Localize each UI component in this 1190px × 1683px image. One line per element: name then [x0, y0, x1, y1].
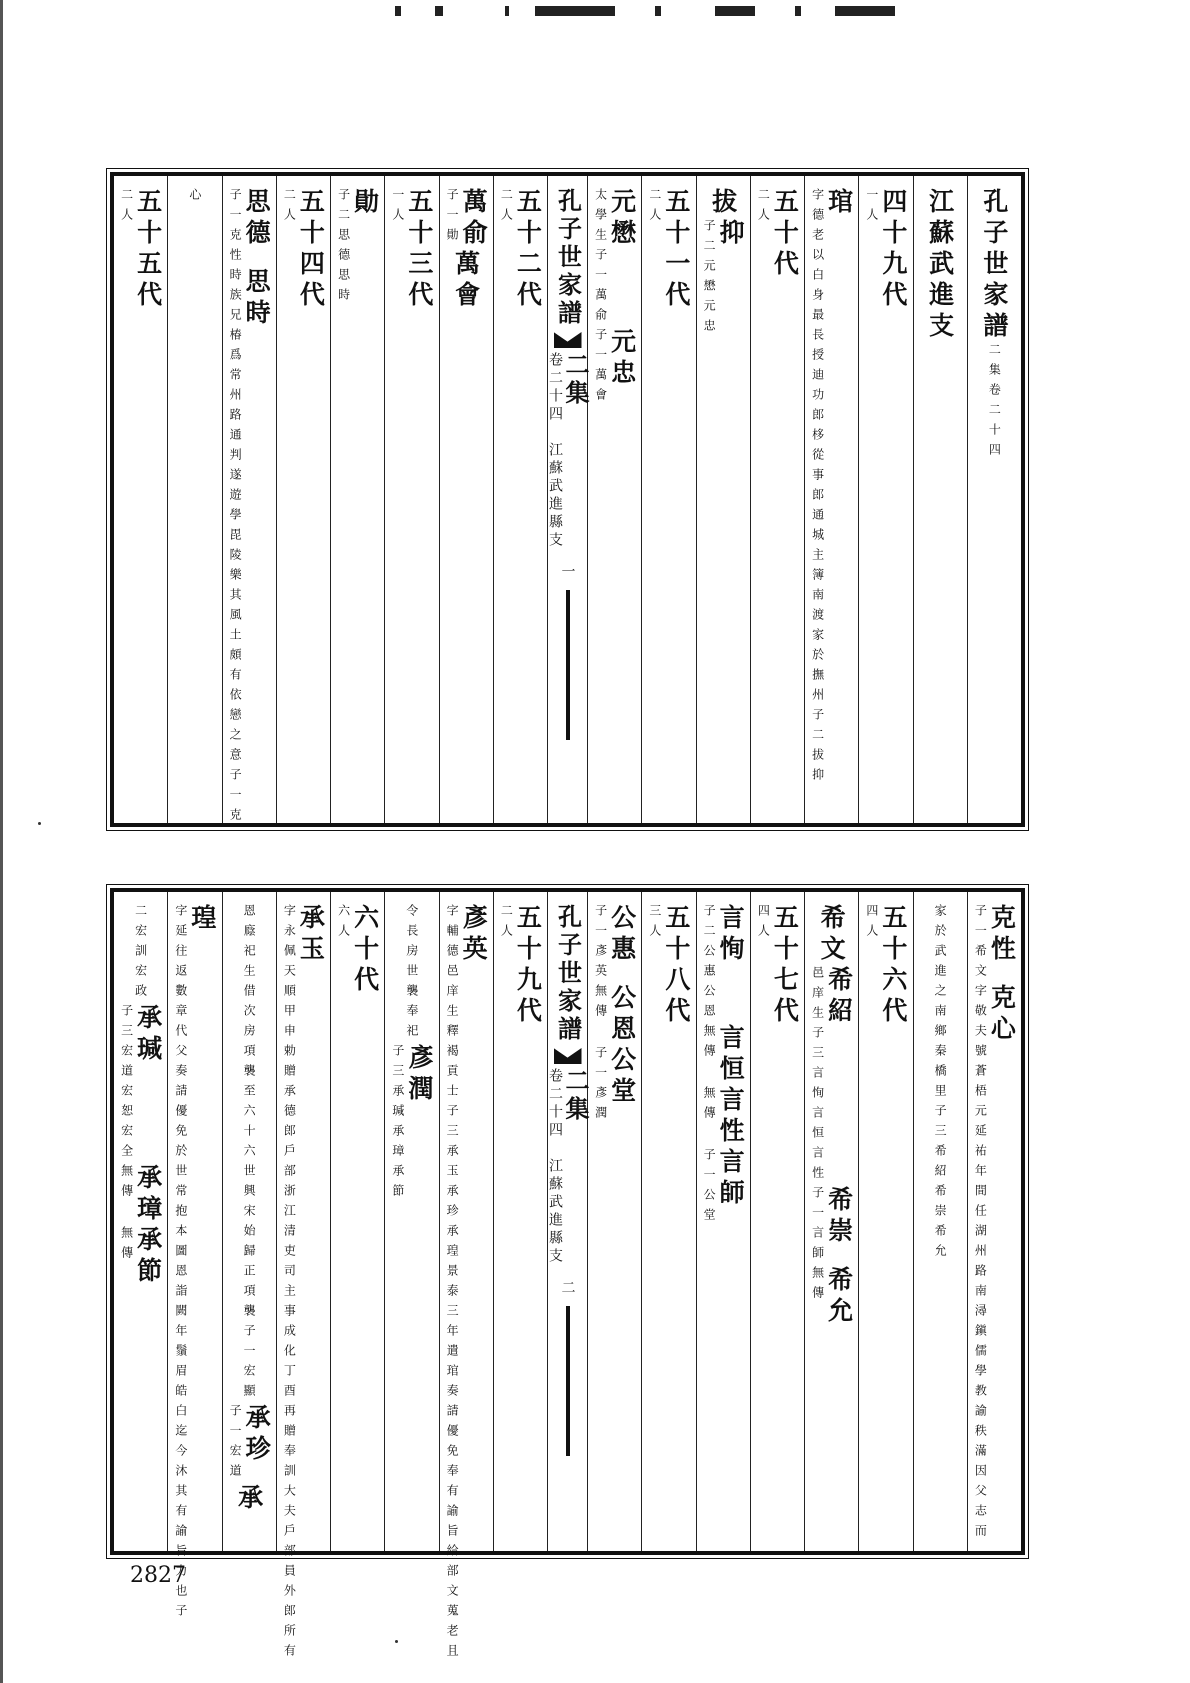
entry-segment — [445, 904, 489, 1664]
entry-name: 元懋 — [607, 188, 637, 250]
entry-segment — [135, 904, 147, 1004]
text-column — [439, 892, 493, 1664]
text-column — [858, 176, 912, 823]
entry-segment — [649, 904, 689, 1028]
entry-annotation: 字敬夫號蒼梧元延祐年間任湖州路南潯鎭儒學教諭秩滿因父志而 — [973, 984, 988, 1544]
entry-annotation: 時族兄椿爲常州路通判遂遊學毘陵樂其風土頗有依戀之意子一克 — [228, 268, 243, 828]
entry-segment — [973, 904, 1017, 984]
entry-annotation: 二集卷二十四 — [987, 343, 1002, 463]
entry-segment — [973, 984, 1017, 1544]
entry-annotation: 二人 — [647, 188, 662, 228]
page-left-edge — [0, 0, 3, 1683]
entry-name: 彥英 — [459, 904, 489, 966]
spine-leaf-number: 一 — [559, 564, 576, 582]
text-column — [750, 176, 804, 823]
entry-name: 克性 — [987, 904, 1017, 966]
text-column — [276, 892, 330, 1664]
entry-annotation: 四人 — [864, 904, 879, 944]
entry-segment — [234, 1484, 264, 1515]
entry-name: 五十三代 — [404, 188, 434, 312]
entry-segment — [445, 188, 489, 250]
entry-name: 彥潤 — [404, 1044, 434, 1106]
entry-annotation: 字德老以白身最長授迪功郎栘從事郎通城主簿南渡家於撫州子二拔抑 — [810, 188, 825, 788]
entry-segment — [702, 904, 746, 1024]
entry-segment — [925, 188, 955, 343]
text-column — [222, 176, 276, 828]
entry-segment — [338, 904, 378, 997]
entry-annotation: 子一彥潤 — [593, 1046, 608, 1126]
entry-name: 承節 — [133, 1226, 163, 1288]
scan-speck — [38, 822, 41, 825]
entry-name: 五十九代 — [513, 904, 543, 1028]
entry-segment — [866, 904, 906, 1028]
entry-annotation: 家於武進之南鄉秦橋里子三希紹希崇希允 — [933, 904, 948, 1264]
entry-segment — [756, 904, 800, 1028]
entry-segment — [121, 1004, 161, 1164]
entry-name: 希文 — [817, 904, 847, 966]
entry-annotation: 無傳 — [593, 984, 608, 1024]
entry-name: 五十一代 — [661, 188, 691, 312]
entry-segment — [121, 188, 161, 312]
entry-segment — [649, 188, 689, 312]
entry-annotation: 一人 — [864, 188, 879, 228]
entry-segment — [121, 1164, 161, 1226]
entry-segment — [702, 219, 746, 339]
entry-segment — [499, 904, 543, 1028]
entry-segment — [702, 1024, 746, 1086]
entry-annotation: 二人 — [282, 188, 297, 228]
entry-name: 六十代 — [350, 904, 380, 997]
center-spine-column — [547, 176, 590, 823]
top-scan-marks — [395, 6, 955, 16]
entry-segment — [817, 904, 847, 966]
spine-title: 孔子世家譜 — [553, 188, 583, 328]
text-column — [913, 176, 967, 823]
spine-title: 孔子世家譜 — [553, 904, 583, 1044]
entry-annotation: 一人 — [390, 188, 405, 228]
entry-name: 承玉 — [296, 904, 326, 966]
spine-line — [566, 1306, 570, 1456]
entry-segment — [392, 1044, 432, 1204]
text-column — [587, 176, 641, 823]
text-column — [167, 892, 221, 1624]
entry-name: 言恂 — [716, 904, 746, 966]
entry-segment — [812, 966, 852, 1186]
entry-segment — [979, 188, 1009, 343]
entry-annotation: 太學生子一萬俞 — [593, 188, 608, 328]
entry-segment — [406, 904, 418, 1044]
entry-name: 孔子世家譜 — [979, 188, 1009, 343]
entry-segment — [702, 1086, 746, 1148]
entry-segment — [228, 1404, 272, 1484]
entry-annotation: 子一宏道 — [228, 1404, 243, 1484]
text-column — [439, 176, 493, 823]
text-column — [587, 892, 641, 1551]
entry-name: 希允 — [824, 1266, 854, 1328]
entry-name: 五十代 — [770, 188, 800, 281]
entry-segment — [756, 188, 800, 281]
spine-chapter: 卷二十四 江蘇武進縣支 — [547, 352, 563, 550]
entry-segment — [812, 1266, 852, 1328]
entry-name: 勛 — [350, 188, 380, 219]
entry-segment — [499, 188, 543, 312]
entry-annotation: 二人 — [756, 188, 771, 228]
entry-annotation: 六人 — [336, 904, 351, 944]
entry-name: 元忠 — [607, 328, 637, 390]
spine-line — [566, 590, 570, 740]
entry-name: 五十五代 — [133, 188, 163, 312]
entry-annotation: 恩廕祀生借次房項襲至六十六世興宋始歸正項襲子一宏顯 — [242, 904, 257, 1404]
spine-chapter: 卷二十四 江蘇武進縣支 — [547, 1068, 563, 1266]
text-column — [384, 176, 438, 823]
fishtail-mark — [554, 1048, 582, 1064]
entry-annotation: 二人 — [499, 904, 514, 944]
entry-segment — [934, 904, 946, 1264]
entry-annotation: 字輔德邑庠生釋褐貢士子三承玉承珍承瑝景泰三年遣琯奏請優免奉有諭旨給部文蒐老且 — [445, 904, 460, 1664]
entry-annotation: 二人 — [499, 188, 514, 228]
spine-volume: 二集 — [561, 352, 590, 408]
entry-annotation: 子一公堂 — [702, 1148, 717, 1228]
spine-leaf-number: 二 — [559, 1280, 576, 1298]
entry-annotation: 無傳 — [702, 1086, 717, 1126]
entry-segment — [451, 250, 481, 312]
entry-segment — [228, 188, 272, 268]
entry-annotation: 子一言師 — [810, 1186, 825, 1266]
text-column — [696, 176, 750, 823]
entry-segment — [595, 984, 635, 1046]
entry-annotation: 無傳 — [119, 1226, 134, 1266]
text-column — [167, 176, 221, 823]
spine-volume: 二集 — [561, 1068, 590, 1124]
entry-name: 五十七代 — [770, 904, 800, 1028]
scan-speck — [395, 1640, 398, 1643]
entry-name: 公恩 — [607, 984, 637, 1046]
text-column — [330, 892, 384, 1551]
text-column — [641, 176, 695, 823]
entry-name: 思德 — [242, 188, 272, 250]
entry-segment — [173, 904, 217, 1624]
entry-annotation: 子二元懋元忠 — [702, 219, 717, 339]
entry-annotation: 二宏訓宏政 — [133, 904, 148, 1004]
entry-name: 言恒 — [716, 1024, 746, 1086]
entry-name: 承 — [234, 1484, 264, 1515]
text-column — [967, 176, 1021, 823]
entry-segment — [708, 188, 738, 219]
entry-segment — [812, 1186, 852, 1266]
entry-annotation: 子一克性 — [228, 188, 243, 268]
entry-name: 克心 — [987, 984, 1017, 1046]
entry-name: 五十八代 — [661, 904, 691, 1028]
entry-name: 萬俞 — [459, 188, 489, 250]
text-column — [222, 892, 276, 1551]
entry-segment — [595, 188, 635, 328]
entry-name: 抑 — [716, 219, 746, 250]
entry-annotation: 四人 — [756, 904, 771, 944]
entry-segment — [866, 188, 906, 312]
entry-annotation: 無傳 — [702, 1024, 717, 1064]
text-column — [330, 176, 384, 823]
entry-name: 五十六代 — [878, 904, 908, 1028]
text-column — [276, 176, 330, 823]
entry-segment — [595, 328, 635, 408]
entry-name: 承珍 — [242, 1404, 272, 1466]
text-column — [804, 176, 858, 823]
entry-annotation: 字延往返數章代父奏請優免於世常抱本圖恩詣闕年鬚眉皓白迄今沐其有諭旨力也子 — [173, 904, 188, 1624]
entry-name: 思時 — [242, 268, 272, 330]
entry-name: 五十二代 — [513, 188, 543, 312]
entry-annotation: 子一萬會 — [593, 328, 608, 408]
text-column — [858, 892, 912, 1551]
entry-annotation: 子一彥英 — [593, 904, 608, 984]
text-column — [114, 892, 167, 1551]
entry-name: 言性 — [716, 1086, 746, 1148]
entry-name: 言師 — [716, 1148, 746, 1210]
entry-name: 五十四代 — [296, 188, 326, 312]
text-column — [493, 892, 547, 1551]
entry-segment — [282, 904, 326, 1664]
entry-name: 希崇 — [824, 1186, 854, 1248]
entry-name: 萬會 — [451, 250, 481, 312]
entry-name: 希紹 — [824, 966, 854, 1028]
entry-annotation: 子二公惠公恩 — [702, 904, 717, 1024]
entry-annotation: 字永佩天順甲申勅贈承德郎戶部浙江清吏司主事成化丁酉再贈奉訓大夫戶部員外郎所有 — [282, 904, 297, 1664]
entry-name: 琯 — [824, 188, 854, 219]
text-column — [493, 176, 547, 823]
entry-segment — [392, 188, 432, 312]
entry-name: 公惠 — [607, 904, 637, 966]
entry-annotation: 二人 — [119, 188, 134, 228]
entry-segment — [338, 188, 378, 308]
entry-segment — [702, 1148, 746, 1228]
entry-name: 四十九代 — [878, 188, 908, 312]
entry-annotation: 子三宏道宏恕宏全 — [119, 1004, 134, 1164]
text-column — [696, 892, 750, 1551]
entry-segment — [282, 188, 326, 312]
upper-genealogy-page — [110, 172, 1025, 827]
entry-annotation: 三人 — [647, 904, 662, 944]
entry-segment — [121, 1226, 161, 1288]
entry-annotation: 邑庠生子三言恂言恒言性 — [810, 966, 825, 1186]
entry-annotation: 子一勛 — [445, 188, 460, 248]
entry-annotation: 無傳 — [119, 1164, 134, 1204]
fishtail-mark — [554, 332, 582, 348]
entry-segment — [988, 343, 1000, 463]
entry-segment — [595, 904, 635, 984]
entry-name: 承瑊 — [133, 1004, 163, 1066]
text-column — [967, 892, 1021, 1551]
entry-name: 江蘇武進支 — [925, 188, 955, 343]
text-column — [384, 892, 438, 1551]
entry-annotation: 子三承瑊承璋承節 — [390, 1044, 405, 1204]
entry-annotation: 子二思德思時 — [336, 188, 351, 308]
entry-name: 瑝 — [187, 904, 217, 935]
text-column — [114, 176, 167, 823]
entry-name: 公堂 — [607, 1046, 637, 1108]
entry-segment — [228, 268, 272, 828]
text-column — [750, 892, 804, 1551]
entry-name: 承璋 — [133, 1164, 163, 1226]
entry-annotation: 令長房世襲奉祀 — [404, 904, 419, 1044]
entry-segment — [810, 188, 854, 788]
entry-annotation: 無傳 — [810, 1266, 825, 1306]
entry-name: 拔 — [708, 188, 738, 219]
center-spine-column — [547, 892, 590, 1551]
text-column — [804, 892, 858, 1551]
entry-segment — [189, 188, 201, 208]
page-number: 2827 — [130, 1563, 186, 1588]
entry-segment — [595, 1046, 635, 1126]
entry-annotation: 子一希文 — [973, 904, 988, 984]
text-column — [641, 892, 695, 1551]
text-column — [913, 892, 967, 1551]
entry-annotation: 心 — [187, 188, 202, 208]
entry-segment — [243, 904, 255, 1404]
